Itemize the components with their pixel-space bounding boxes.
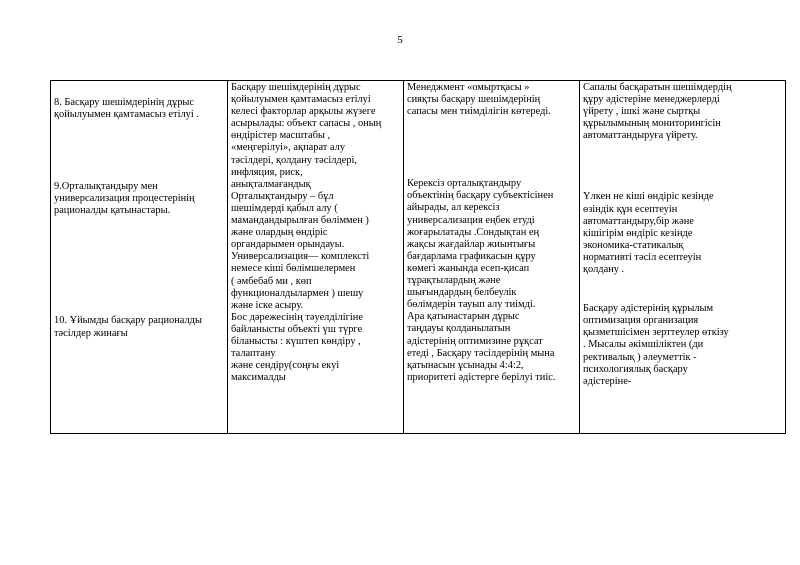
table-cell-principles xyxy=(51,81,228,434)
principle-8-text: 8. Басқару шешімдерінің дұрыс қойылуымен қамтамасыз етілуі . xyxy=(54,97,199,121)
measure-8-text: Сапалы басқаратын шешімдердің құру әдістеріне менеджерлерді үйрету , ішкі және сыртқы құрылымының мониторингісін автоматтандыруға үйрету. xyxy=(583,82,732,142)
table-cell-effect xyxy=(404,81,580,434)
measure-10-text: Басқару әдістерінің құрылым оптимизация организация қызметшісімен зерттеулер өткізу . Мысалы әкімшіліктен (ди рективалық ) әлеуметтік - психологиялық басқару әдістеріне- xyxy=(583,303,729,387)
page-number: 5 xyxy=(397,34,403,46)
measure-9-text: Үлкен не кіші өндіріс кезінде өзіндік құн есептеуін автоматтандыру,бір және кішігірім өндіріс кезінде экономика-статикалық нормативті тәсіл есептеуін қолдану . xyxy=(583,191,714,276)
table-cell-description xyxy=(228,81,404,434)
description-text: Басқару шешімдерінің дұрыс қойылуымен қамтамасыз етілуі келесі факторлар арқылы жүзеге асырылады: объект сапасы , оның өндірістер масштабы , «меңгерілуі», ақпарат алу тәсілдері, қолдану тәсілдері, инфляция, риск, анықталмағандық Орталықтандыру – бұл шешімдерді қабыл алу ( мамандандырылған бөліммен ) және олардың өндіріс органдарымен орындауы. Универсализация— комплексті немесе кіші бөлімшелермен ( әмбебаб ми , көп функционалдылармен ) шешу және іске асыру. Бос дәрежесінің тәуелділігіне байланысты объекті үш түрге біланысты : күштеп көндіру , талаптану және сендіру(соңғы екуі максималды xyxy=(231,82,382,384)
effect-8-text: Менеджмент «омыртқасы » сияқты басқару шешімдерінің сапасы мен тиімділігін көтереді. xyxy=(407,82,551,118)
principle-9-text: 9.Орталықтандыру мен универсализация процестерінің рационалды қатынастары. xyxy=(54,181,195,217)
table-row xyxy=(51,81,786,434)
effect-9-10-text: Керексіз орталықтандыру объектінің басқару субъектісінен айырады, ал керексіз универсализация еңбек етуді жоғарылатады .Сондықтан ең жақсы жағдайлар жиынтығы бағдарлама графикасын құру көмегі жанында есеп-қисап тұрақтылардың және шығындардың белбеулік бөлімдерін тауып алу тиімді. Ара қатынастарын дұрыс таңдауы қолданылатын әдістерінің оптимизине рұқсат етеді , Басқару тәсілдерінің мына қатынасын ұсынады 4:4:2, приоритеті әдістерге берілуі тиіс. xyxy=(407,178,556,383)
table-cell-measures xyxy=(580,81,786,434)
content-table xyxy=(50,80,786,434)
principle-10-text: 10. Ұйымды басқару рационалды тәсілдер жинағы xyxy=(54,315,202,339)
